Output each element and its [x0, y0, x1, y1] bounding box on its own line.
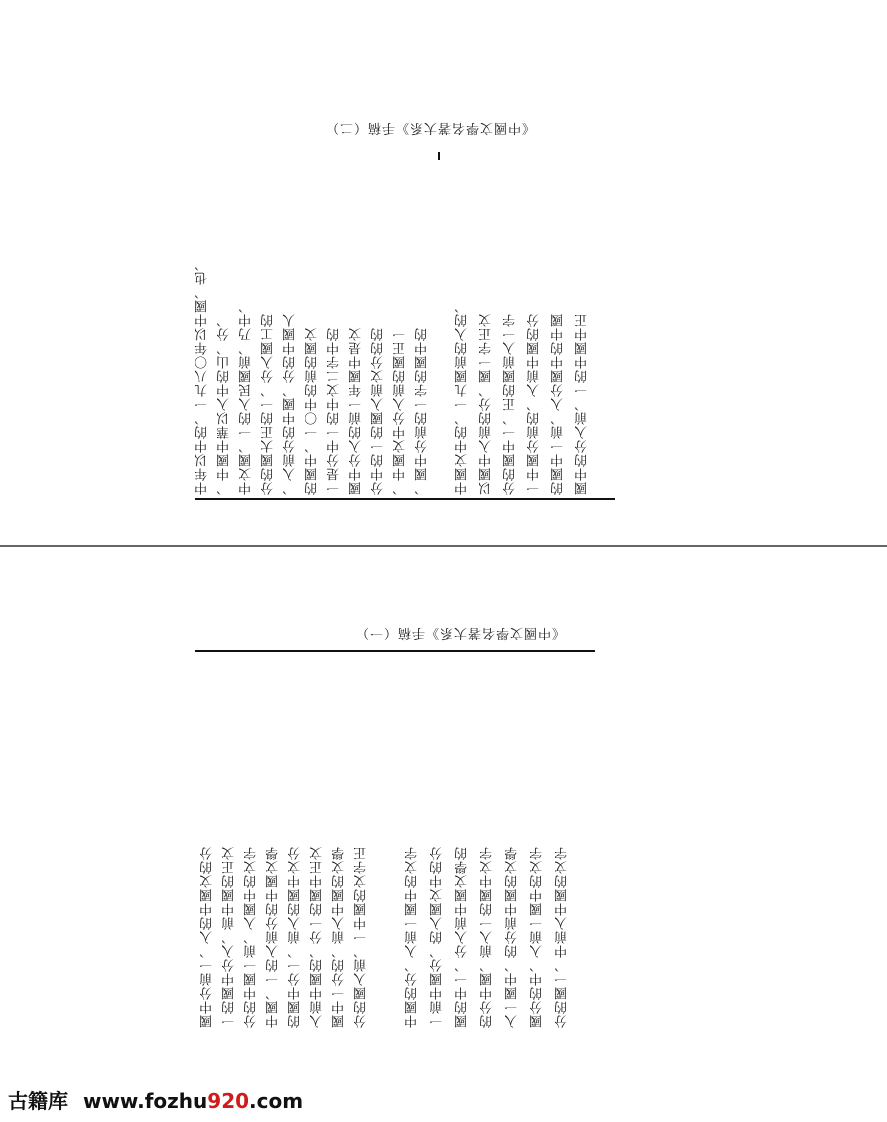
manuscript-column: 分的國大正的一、分入國工的 — [261, 313, 276, 495]
manuscript-column: 國中一分的、前入中國的文學 — [332, 846, 347, 1028]
manuscript-column: 國中的分入前、一的中國中正 — [575, 313, 590, 495]
manuscript-column: 分的國入前、一中國的文字正 — [354, 846, 369, 1028]
top-page-baseline — [195, 498, 615, 500]
site-watermark — [8, 1085, 303, 1114]
manuscript-column: 入一國中、的分前中國的文學 — [505, 846, 520, 1028]
manuscript-column: 一前中國分、的入國文中的分 — [430, 846, 445, 1028]
watermark-url-suffix: .com — [249, 1089, 304, 1113]
manuscript-column: 國的中一、分入前中國文學的 — [455, 846, 470, 1028]
manuscript-column: 以國中入前的分、國一字正文 — [479, 313, 494, 495]
manuscript-column: 入前中國的、分一的國中正文 — [310, 846, 325, 1028]
watermark-site-name: 古籍库 — [8, 1089, 68, 1113]
bottom-page-top-rule — [195, 650, 595, 652]
manuscript-column: 分的國中一、正的國前入一字 — [503, 313, 518, 495]
manuscript-column: 一是分中一的中文二字中的 — [327, 327, 342, 495]
top-page-rule — [438, 152, 440, 160]
manuscript-column: 的國中分一、前入的國中文分 — [288, 846, 303, 1028]
manuscript-column: 中國文中的、一九國前的入的、 — [455, 299, 470, 495]
manuscript-column: 國分的中、入前一國中的文字 — [530, 846, 545, 1028]
manuscript-column: 國中分入的前一年國中是文 — [349, 327, 364, 495]
manuscript-column: 中文國、一的入民國前、乃中、 — [239, 299, 254, 495]
manuscript-column: 分中的一的國入前文分的的 — [371, 327, 386, 495]
manuscript-column: 分的中國一前、入國中的文字 — [244, 846, 259, 1028]
manuscript-column: 、中國中華以入中的山、分、 — [217, 313, 232, 495]
manuscript-column: 的國中一前、入分國中的中國 — [551, 313, 566, 495]
watermark-url-prefix: www.fozhu — [82, 1089, 208, 1113]
manuscript-column: 的分中國、前入一的國中文字 — [480, 846, 495, 1028]
manuscript-column: 中國的分、入前一國中的文字 — [405, 846, 420, 1028]
manuscript-column: 中國、一的入前分的中國文學 — [266, 846, 281, 1028]
manuscript-column: 中年以中的、一九八〇年以中國、也、 — [195, 257, 210, 495]
manuscript-column: 、國中分前的一字的國中的 — [415, 327, 430, 495]
top-manuscript-page — [185, 110, 605, 510]
manuscript-column: 國中分前一、入的中國文的分 — [200, 846, 215, 1028]
bottom-manuscript-page — [195, 620, 595, 1040]
manuscript-column: 分的國一、中前入中國的文字 — [555, 846, 570, 1028]
page-divider — [0, 545, 887, 547]
manuscript-column: 、中國文中分入前的國正一 — [393, 327, 408, 495]
manuscript-column: 一的國中分入、前中國的正文 — [222, 846, 237, 1028]
manuscript-column: 一中國分前的、入前中國的分 — [527, 313, 542, 495]
manuscript-column: 的國中、一〇中的前的國文 — [305, 327, 320, 495]
top-page-header: 《中國文學名著大系》手稿（二） — [325, 120, 536, 135]
manuscript-column: 、入前分的中國、分的中國人 — [283, 313, 298, 495]
bottom-page-header: 《中國文學名著大系》手稿（一） — [355, 625, 566, 640]
watermark-url-number: 920 — [207, 1089, 250, 1113]
